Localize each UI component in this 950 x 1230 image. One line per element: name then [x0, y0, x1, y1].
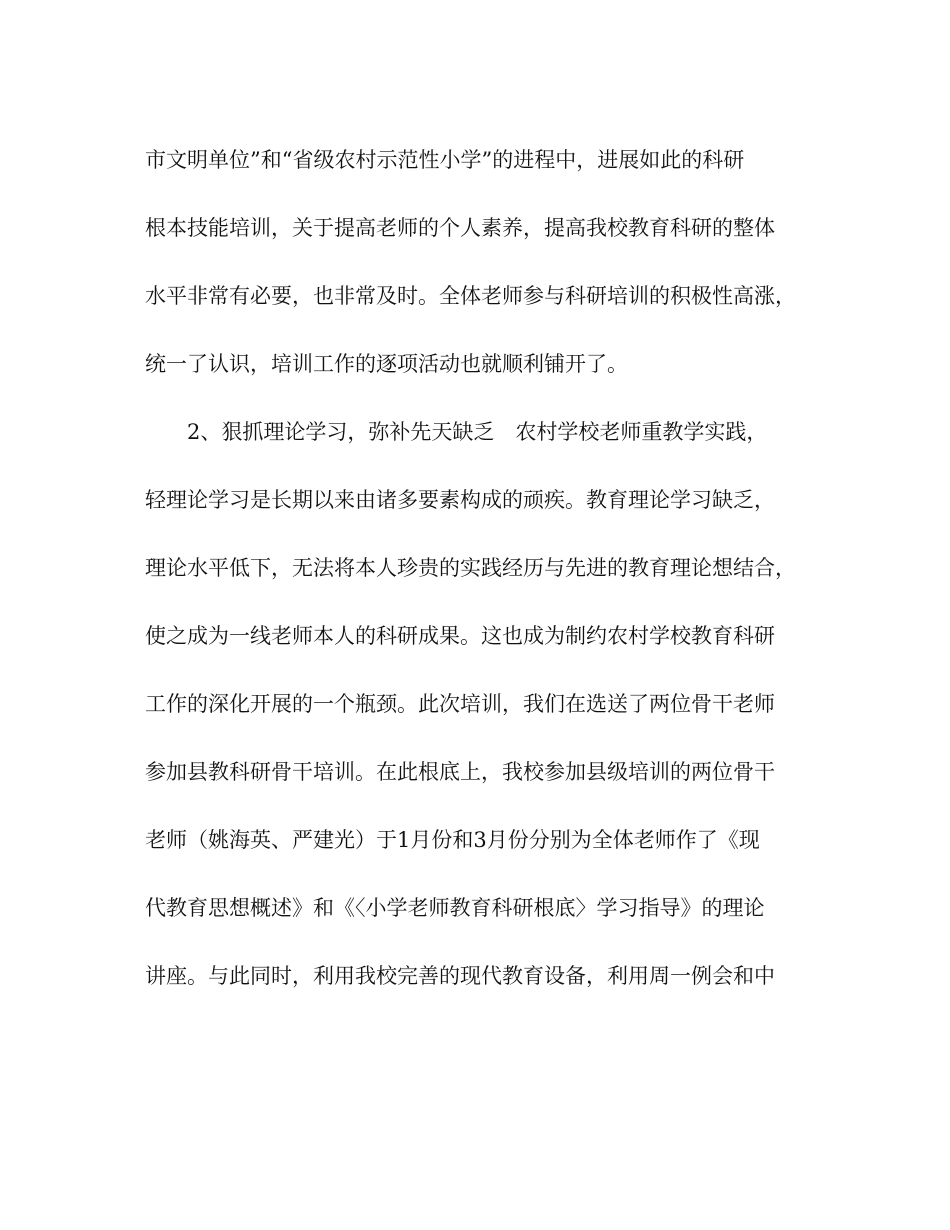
body-text-line: 统一了认识，培训工作的逐项活动也就顺利铺开了。: [145, 352, 628, 376]
body-text-line: 市文明单位”和“省级农村示范性小学”的进程中，进展如此的科研: [145, 148, 745, 172]
section-heading-line: 2、狠抓理论学习，弥补先天缺乏 农村学校老师重教学实践，: [187, 420, 768, 444]
body-text-line: 水平非常有必要，也非常及时。全体老师参与科研培训的积极性高涨，: [145, 284, 796, 308]
body-text-line: 根本技能培训，关于提高老师的个人素养，提高我校教育科研的整体: [145, 216, 775, 240]
body-text-line: 工作的深化开展的一个瓶颈。此次培训，我们在选送了两位骨干老师: [145, 692, 775, 716]
body-text-line: 讲座。与此同时，利用我校完善的现代教育设备，利用周一例会和中: [145, 964, 775, 988]
body-text-line: 理论水平低下，无法将本人珍贵的实践经历与先进的教育理论想结合，: [145, 556, 796, 580]
body-text-line: 参加县教科研骨干培训。在此根底上，我校参加县级培训的两位骨干: [145, 760, 775, 784]
body-text-line: 使之成为一线老师本人的科研成果。这也成为制约农村学校教育科研: [145, 624, 775, 648]
body-text-line: 老师（姚海英、严建光）于1月份和3月份分别为全体老师作了《现: [145, 828, 760, 852]
body-text-line: 轻理论学习是长期以来由诸多要素构成的顽疾。教育理论学习缺乏，: [145, 488, 775, 512]
body-text-line: 代教育思想概述》和《〈小学老师教育科研根底〉学习指导》的理论: [145, 896, 765, 920]
